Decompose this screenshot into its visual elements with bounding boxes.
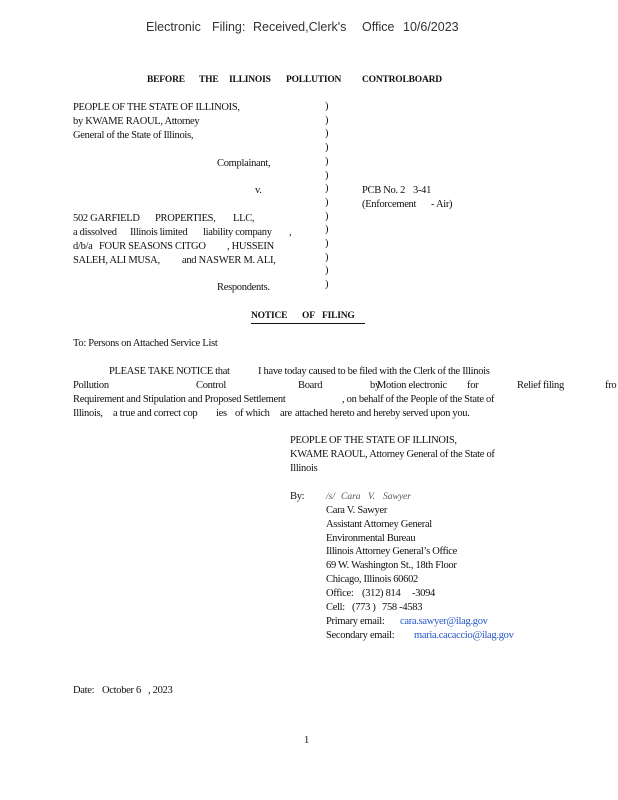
- cell-phone: (773 ): [352, 602, 376, 613]
- address-line: 69 W. Washington St., 18th Floor: [326, 560, 457, 571]
- by-label: By:: [290, 491, 305, 502]
- body-text: , on behalf of the People of the State of: [342, 394, 495, 405]
- respondent-text: PROPERTIES,: [155, 213, 216, 224]
- e-signature: Sawyer: [383, 492, 411, 502]
- body-text: Motion electronic: [377, 380, 447, 391]
- respondent-text: SALEH, ALI MUSA,: [73, 255, 160, 266]
- body-text: fro: [605, 380, 617, 391]
- cell-phone: 758 -4583: [382, 602, 423, 613]
- header-word: CONTROLBOARD: [362, 75, 442, 85]
- body-text: of which: [235, 408, 270, 419]
- secondary-email-link[interactable]: maria.cacaccio@ilag.gov: [414, 630, 514, 641]
- respondent-text: a dissolved: [73, 227, 117, 238]
- notice-word: FILING: [322, 311, 355, 321]
- respondent-text: d/b/a: [73, 241, 93, 252]
- case-number-prefix: PCB No. 2: [362, 185, 406, 196]
- respondent-text: Illinois limited: [130, 227, 188, 238]
- e-signature: /s/: [326, 492, 335, 502]
- respondent-text: ,: [289, 227, 292, 238]
- primary-email-label: Primary email:: [326, 616, 385, 627]
- body-text: Pollution: [73, 380, 109, 391]
- body-text: PLEASE TAKE NOTICE that: [109, 366, 230, 377]
- body-text: by: [370, 380, 380, 391]
- e-signature: Cara: [341, 492, 361, 502]
- notice-title: [251, 311, 365, 324]
- body-text: attached hereto and hereby served upon you.: [295, 408, 470, 419]
- body-text: ies: [216, 408, 227, 419]
- party-line: Illinois: [290, 463, 318, 474]
- body-text: a true and correct cop: [113, 408, 198, 419]
- to-line: To: Persons on Attached Service List: [73, 338, 218, 349]
- body-text: Relief: [517, 380, 541, 391]
- header-word: POLLUTION: [286, 75, 342, 85]
- notice-word: OF: [302, 311, 315, 321]
- date-month-day: October 6: [102, 685, 141, 696]
- attorney-title: Assistant Attorney General: [326, 519, 432, 530]
- respondents-role: Respondents.: [217, 282, 270, 293]
- body-text: are: [280, 408, 292, 419]
- complainant-line: PEOPLE OF THE STATE OF ILLINOIS,: [73, 102, 240, 113]
- complainant-line: General of the State of Illinois,: [73, 130, 194, 141]
- primary-email-link[interactable]: cara.sawyer@ilag.gov: [400, 616, 488, 627]
- respondent-text: liability company: [203, 227, 272, 238]
- party-line: KWAME RAOUL, Attorney General of the State of: [290, 449, 495, 460]
- respondent-text: , HUSSEIN: [227, 241, 274, 252]
- body-text: I have today caused to be filed with the Clerk of the Illinois: [258, 366, 490, 377]
- office-phone-label: Office:: [326, 588, 354, 599]
- office-phone: (312) 814: [362, 588, 401, 599]
- case-type-close: - Air): [431, 199, 453, 210]
- header-word: BEFORE: [147, 75, 185, 85]
- respondent-text: and NASWER M. ALI,: [182, 255, 276, 266]
- case-type-open: (Enforcement: [362, 199, 417, 210]
- stamp-filing: Filing:: [212, 20, 246, 34]
- body-text: Illinois,: [73, 408, 103, 419]
- e-signature: V.: [368, 492, 375, 502]
- respondent-text: FOUR SEASONS CITGO: [99, 241, 206, 252]
- party-line: PEOPLE OF THE STATE OF ILLINOIS,: [290, 435, 457, 446]
- versus: v.: [255, 185, 262, 196]
- respondent-text: LLC,: [233, 213, 255, 224]
- header-word: THE: [199, 75, 219, 85]
- notice-word: NOTICE: [251, 311, 288, 321]
- body-text: filing: [543, 380, 564, 391]
- stamp-date: 10/6/2023: [403, 20, 459, 34]
- case-number-suffix: 3-41: [413, 185, 432, 196]
- complainant-line: by KWAME RAOUL, Attorney: [73, 116, 200, 127]
- body-text: Control: [196, 380, 226, 391]
- body-text: Requirement and Stipulation and Proposed Settlement: [73, 394, 286, 405]
- attorney-name: Cara V. Sawyer: [326, 505, 388, 516]
- cell-label: Cell:: [326, 602, 345, 613]
- date-year: , 2023: [148, 685, 173, 696]
- stamp-office: Office: [362, 20, 395, 34]
- caption-parentheses: ) ) ) ) ) ) ) ) ) ) ) ) ) ): [325, 101, 329, 291]
- stamp-label: Electronic: [146, 20, 201, 34]
- office-phone: -3094: [412, 588, 435, 599]
- address-line: Chicago, Illinois 60602: [326, 574, 418, 585]
- date-label: Date:: [73, 685, 95, 696]
- body-text: for: [467, 380, 479, 391]
- page-number: 1: [304, 735, 309, 746]
- header-word: ILLINOIS: [229, 75, 271, 85]
- secondary-email-label: Secondary email:: [326, 630, 395, 641]
- stamp-received: Received,Clerk's: [253, 20, 347, 34]
- respondent-text: 502 GARFIELD: [73, 213, 140, 224]
- body-text: Board: [298, 380, 323, 391]
- attorney-bureau: Environmental Bureau: [326, 533, 416, 544]
- attorney-office: Illinois Attorney General’s Office: [326, 546, 458, 557]
- complainant-role: Complainant,: [217, 158, 271, 169]
